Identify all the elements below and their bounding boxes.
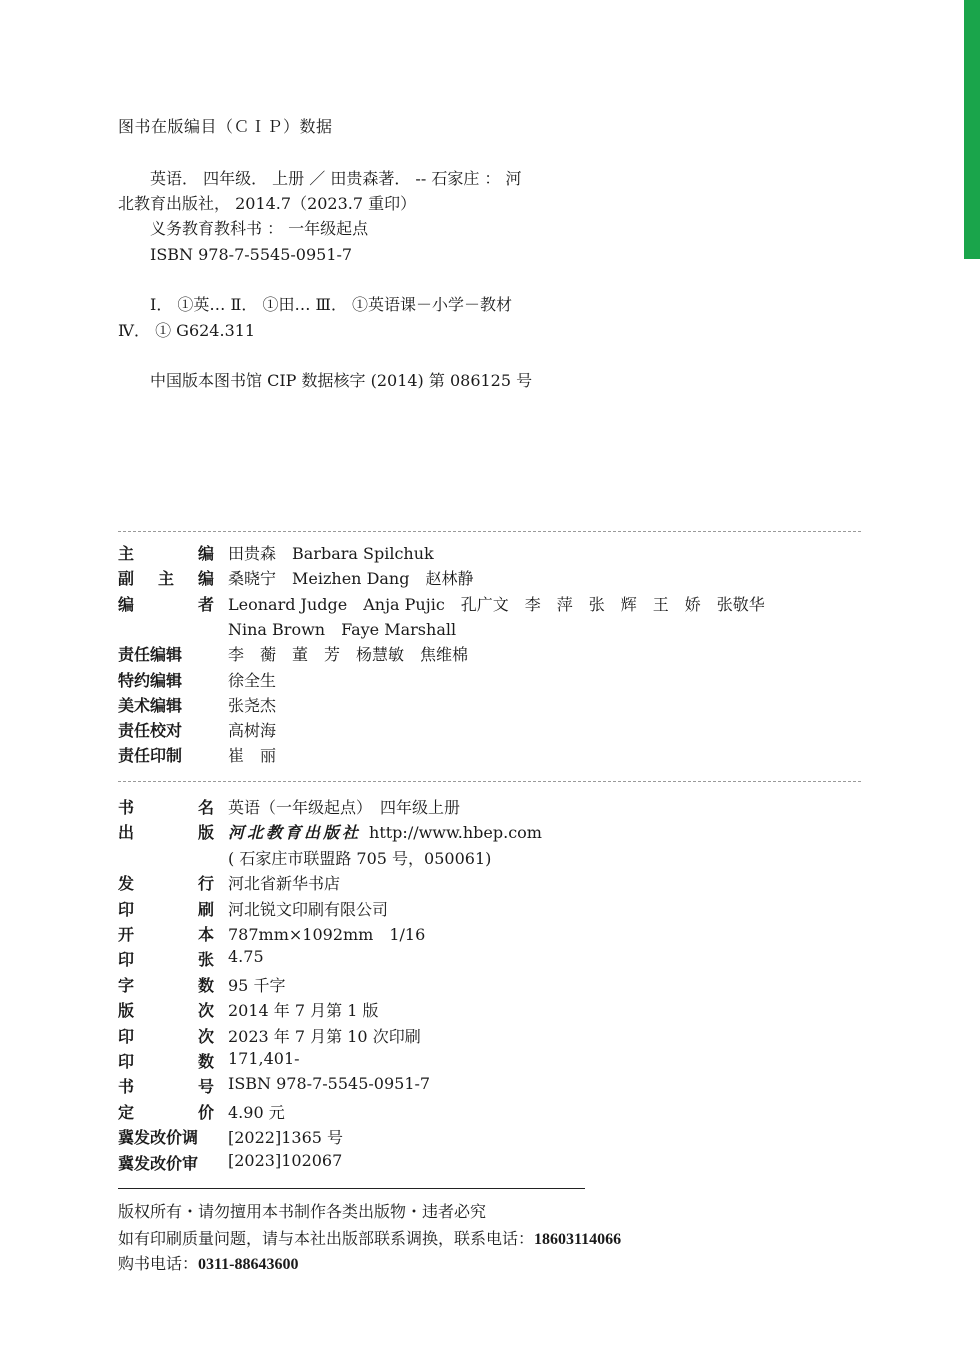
row-label	[118, 743, 214, 766]
row-value-text: 95 千字	[228, 975, 286, 995]
row-label-char: 印	[118, 1052, 135, 1071]
row-label-char: 版	[118, 1001, 135, 1021]
row-label-char: 印	[118, 1026, 135, 1046]
row-value-text: 李 蘅 董 芳 杨慧敏 焦维棉	[228, 645, 469, 665]
copyright-notice: 版权所有・请勿擅用本书制作各类出版物・违者必究	[118, 1202, 487, 1221]
cip-line: 北教育出版社， 2014.7（2023.7 重印）	[118, 194, 417, 213]
row-label	[118, 998, 214, 1021]
row-value	[228, 592, 765, 615]
row-value	[228, 743, 276, 766]
row-label-char: 数	[197, 975, 214, 995]
row-label-char: 开	[118, 925, 135, 944]
row-value	[228, 871, 340, 894]
row-label-char: 名	[197, 798, 214, 817]
row-label-char: 者	[197, 594, 214, 614]
row-label-char: 出	[118, 823, 135, 843]
row-value-text: 4.75	[228, 947, 264, 967]
row-value-text: 张尧杰	[228, 695, 277, 715]
cip-line: Ⅳ． ① G624.311	[118, 321, 256, 340]
row-label	[118, 1024, 214, 1047]
cip-block	[118, 114, 588, 390]
row-label-char: 定	[118, 1102, 135, 1122]
row-label-char: 责任印制	[118, 746, 183, 766]
row-value	[228, 718, 276, 741]
row-value-text: ISBN 978-7-5545-0951-7	[228, 1074, 431, 1094]
green-edge-bar	[964, 0, 980, 259]
row-label-char: 书	[118, 798, 135, 817]
row-label	[118, 642, 214, 665]
row-label-char: 数	[197, 1052, 214, 1071]
publisher-logo-text: 河北教育出版社	[228, 823, 362, 843]
row-label-char: 次	[197, 1001, 214, 1021]
row-label-char: 行	[197, 874, 214, 894]
row-value	[228, 1049, 300, 1068]
row-value	[228, 642, 468, 665]
row-label	[118, 693, 214, 716]
row-label-char: 主	[157, 569, 174, 589]
row-label	[118, 592, 214, 615]
quality-notice	[118, 1226, 621, 1249]
row-value-text: 河北省新华书店	[228, 874, 341, 894]
quality-phone: 18603114066	[534, 1231, 622, 1248]
row-label-char: 书	[118, 1077, 135, 1097]
row-label-char: 本	[197, 925, 214, 944]
row-value-text: 2014 年 7 月第 1 版	[228, 1001, 379, 1021]
row-label	[118, 897, 214, 920]
row-value	[228, 1151, 342, 1170]
row-value	[228, 1024, 421, 1047]
row-value-text: 171,401-	[228, 1049, 300, 1068]
cip-title: 图书在版编目（ＣＩＰ）数据	[118, 117, 333, 136]
row-label	[118, 1049, 214, 1072]
row-value-text: 2023 年 7 月第 10 次印刷	[228, 1026, 421, 1046]
row-label-char: 主	[118, 544, 135, 563]
row-value	[228, 617, 456, 640]
cip-line: 中国版本图书馆 CIP 数据核字 (2014) 第 086125 号	[118, 371, 533, 390]
row-label	[118, 973, 214, 996]
row-label-char: 印	[118, 950, 135, 970]
row-label-char: 冀发改价调	[118, 1128, 199, 1148]
row-label-char: 编	[197, 569, 214, 589]
row-value-text: [2023]102067	[228, 1150, 343, 1170]
row-label-char: 发	[118, 874, 135, 894]
row-label	[118, 1151, 214, 1174]
row-label	[118, 541, 214, 564]
row-label-char: 责任校对	[118, 721, 183, 741]
row-value-text: [2022]1365 号	[228, 1128, 344, 1148]
row-value	[228, 922, 425, 945]
row-label-char: 特约编辑	[118, 670, 183, 690]
row-value	[228, 1074, 430, 1093]
row-label-char: 刷	[197, 899, 214, 919]
row-value	[228, 668, 276, 691]
row-label-char: 次	[197, 1026, 214, 1046]
cip-line: Ⅰ． ①英… Ⅱ． ①田… Ⅲ． ①英语课－小学－教材	[118, 295, 513, 314]
row-label	[118, 566, 214, 589]
row-label	[118, 1074, 214, 1097]
purchase-phone: 0311-88643600	[198, 1256, 299, 1273]
row-value-text: Leonard Judge Anja Pujic 孔广文 李 萍 张 辉 王 娇 张敬华	[228, 594, 765, 614]
row-label-char: 副	[118, 569, 135, 589]
row-value	[228, 820, 542, 843]
row-value-text: 高树海	[228, 721, 277, 741]
row-label-char: 版	[197, 823, 214, 843]
row-value-text: 英语（一年级起点） 四年级上册	[228, 798, 461, 817]
purchase-text: 购书电话：	[118, 1254, 199, 1273]
row-value	[228, 998, 379, 1021]
row-label	[118, 795, 214, 818]
footer-rule	[118, 1188, 585, 1189]
cip-line: 英语． 四年级． 上册 ／ 田贵森著． -- 石家庄 ： 河	[118, 169, 522, 188]
row-value	[228, 541, 434, 564]
row-value-text: 田贵森 Barbara Spilchuk	[228, 544, 434, 563]
row-value-text: 4.90 元	[228, 1102, 285, 1122]
row-label-char: 号	[197, 1077, 214, 1097]
row-value-text: 桑晓宁 Meizhen Dang 赵林静	[228, 569, 474, 589]
row-value-text: http://www.hbep.com	[369, 823, 542, 843]
row-label	[118, 1100, 214, 1123]
row-value	[228, 846, 491, 869]
dashed-divider	[118, 531, 861, 532]
row-value-text: 徐全生	[228, 670, 277, 690]
row-value	[228, 795, 460, 818]
row-label-char: 冀发改价审	[118, 1153, 199, 1173]
row-value	[228, 897, 388, 920]
row-value	[228, 973, 285, 996]
row-label-char: 价	[197, 1102, 214, 1122]
row-value	[228, 1125, 343, 1148]
dashed-divider	[118, 781, 861, 782]
row-value-text: 河北锐文印刷有限公司	[228, 899, 389, 919]
row-label-char: 印	[118, 899, 135, 919]
row-label	[118, 668, 214, 691]
purchase-notice	[118, 1251, 298, 1274]
row-label-char: 编	[118, 594, 135, 614]
row-value	[228, 947, 264, 966]
quality-text: 如有印刷质量问题，请与本社出版部联系调换，联系电话：	[118, 1229, 535, 1248]
row-value	[228, 693, 276, 716]
row-label	[118, 922, 214, 945]
row-label	[118, 871, 214, 894]
row-label-char: 字	[118, 975, 135, 995]
row-label-char: 责任编辑	[118, 645, 183, 665]
row-value	[228, 1100, 285, 1123]
cip-line: ISBN 978-7-5545-0951-7	[118, 245, 353, 264]
row-value-text: 崔 丽	[228, 746, 277, 766]
row-label-char: 张	[197, 950, 214, 970]
cip-line: 义务教育教科书 ： 一年级起点	[118, 219, 369, 238]
row-label	[118, 1125, 214, 1148]
row-label	[118, 718, 214, 741]
row-label	[118, 820, 214, 843]
row-value-text: Nina Brown Faye Marshall	[228, 619, 457, 639]
row-value-text: 787mm×1092mm 1/16	[228, 925, 426, 944]
row-value	[228, 566, 473, 589]
row-label	[118, 947, 214, 970]
row-label-char: 编	[197, 544, 214, 563]
row-value-text: ( 石家庄市联盟路 705 号，050061)	[228, 848, 492, 868]
row-label-char: 美术编辑	[118, 695, 183, 715]
